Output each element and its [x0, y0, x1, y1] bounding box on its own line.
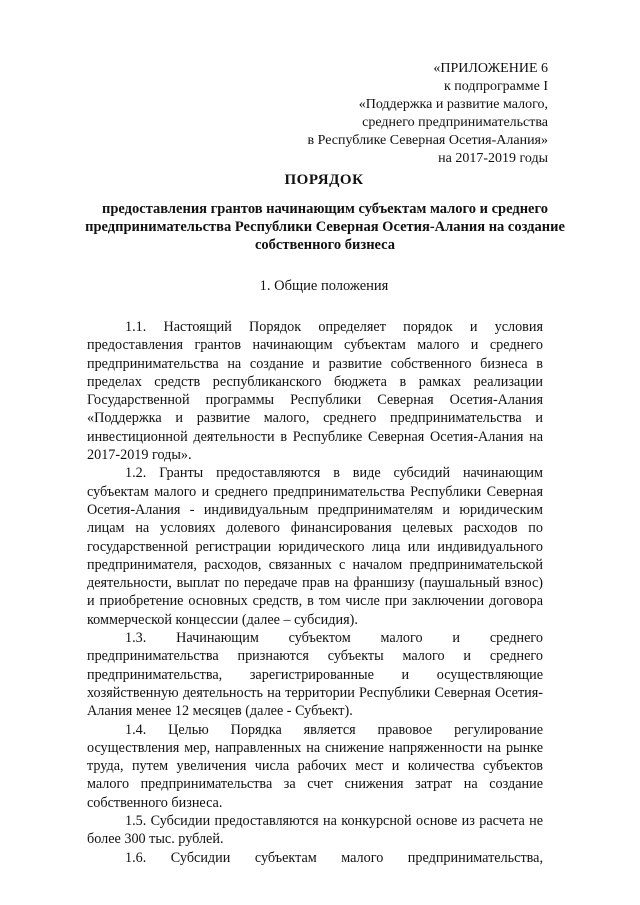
document-title: ПОРЯДОК	[284, 172, 364, 188]
paragraph-1-5: 1.5. Субсидии предоставляются на конкурсной основе из расчета не более 300 тыс. рублей.	[87, 813, 543, 848]
paragraph-1-1: 1.1. Настоящий Порядок определяет порядок и условия предоставления грантов начинающим субъектам малого и среднего предпринимательства на создание и развитие собственного бизнеса в пределах средств республиканского бюджета в рамках реализации Государственной программы Республики Северная Осетия-Алания «Поддержка и развитие малого, среднего предпринимательства и инвестиционной деятельности в Республике Северная Осетия-Алания на 2017-2019 годы».	[87, 319, 543, 464]
document-subtitle: предоставления грантов начинающим субъектам малого и среднего предпринимательства Республики Северная Осетия-Алания на создание собственного бизнеса	[85, 201, 565, 253]
appendix-line: «Поддержка и развитие малого,	[358, 97, 548, 112]
appendix-line: в Республике Северная Осетия-Алания»	[307, 133, 548, 148]
appendix-line: среднего предпринимательства	[362, 115, 548, 130]
appendix-header	[308, 60, 548, 168]
paragraph-1-6: 1.6. Субсидии субъектам малого предпринимательства,	[125, 849, 543, 866]
paragraph-1-4: 1.4. Целью Порядка является правовое регулирование осуществления мер, направленных на снижение напряженности на рынке труда, путем увеличения числа рабочих мест и количества субъектов малого предпринимательства за счет снижения затрат на создание собственного бизнеса.	[87, 721, 543, 811]
appendix-line: на 2017-2019 годы	[438, 151, 548, 166]
appendix-line: к подпрограмме I	[443, 79, 548, 94]
paragraph-1-2: 1.2. Гранты предоставляются в виде субсидий начинающим субъектам малого и среднего предпринимательства Республики Северная Осетия-Алания - индивидуальным предпринимателям и юридическим лицам на условиях долевого финансирования целевых расходов по государственной регистрации юридического лица или индивидуального предпринимателя, расходов, связанных с началом предпринимательской деятельности, выплат по передаче прав на франшизу (паушальный взнос) и приобретение основных средств, в том числе при заключении договора коммерческой концессии (далее – субсидия).	[87, 465, 543, 628]
section-heading: 1. Общие положения	[259, 278, 389, 294]
appendix-line: «ПРИЛОЖЕНИЕ 6	[433, 61, 548, 76]
document-body	[87, 318, 543, 867]
paragraph-1-3: 1.3. Начинающим субъектом малого и среднего предпринимательства признаются субъекты малого и среднего предпринимательства, зарегистрированные и осуществляющие хозяйственную деятельность на территории Республики Северная Осетия-Алания менее 12 месяцев (далее - Субъект).	[87, 630, 543, 720]
